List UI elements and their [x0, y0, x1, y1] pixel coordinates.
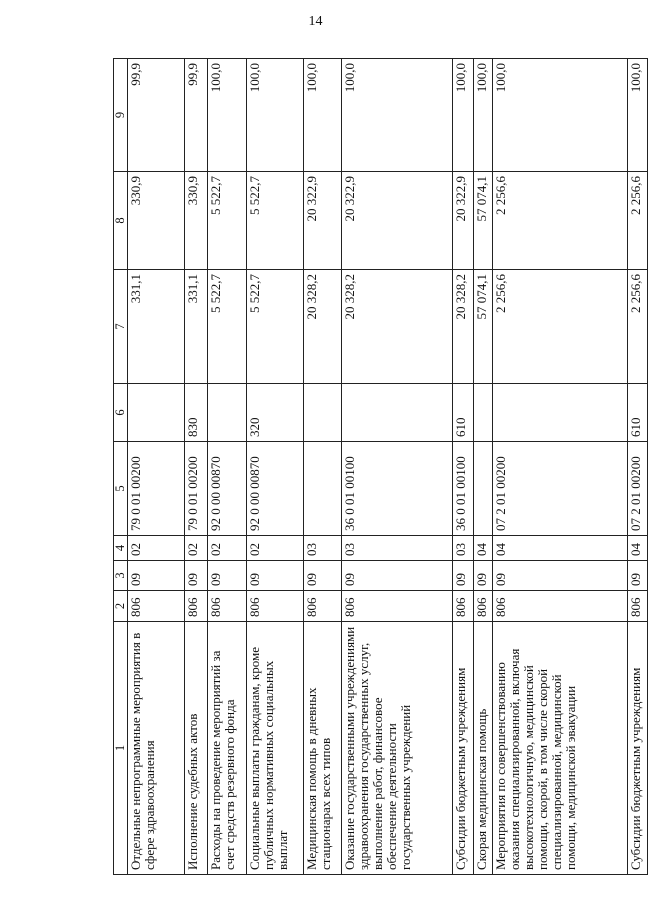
row-cell-c6 — [342, 384, 453, 442]
row-cell-c3: 09 — [342, 561, 453, 591]
row-name-cell: Социальные выплаты гражданам, кроме публичных нормативных социальных выплат — [247, 622, 304, 875]
row-cell-c9: 100,0 — [304, 59, 342, 172]
row-cell-c2: 806 — [628, 591, 648, 622]
row-cell-c8: 57 074,1 — [474, 172, 493, 270]
header-cell: 6 — [114, 384, 128, 442]
row-cell-c9: 100,0 — [628, 59, 648, 172]
header-cell: 7 — [114, 270, 128, 384]
row-cell-c2: 806 — [247, 591, 304, 622]
row-cell-c2: 806 — [493, 591, 628, 622]
row-cell-c3: 09 — [247, 561, 304, 591]
row-cell-c4: 03 — [304, 536, 342, 561]
header-cell: 5 — [114, 442, 128, 536]
row-name-cell: Расходы на проведение мероприятий за счет средств резервного фонда — [208, 622, 247, 875]
row-cell-c9: 100,0 — [453, 59, 474, 172]
row-cell-c8: 330,9 — [128, 172, 185, 270]
row-cell-c7: 331,1 — [185, 270, 208, 384]
row-cell-c7: 5 522,7 — [208, 270, 247, 384]
table-row — [342, 59, 453, 875]
row-cell-c5: 36 0 01 00100 — [342, 442, 453, 536]
row-cell-c8: 2 256,6 — [493, 172, 628, 270]
row-name-cell: Оказание государственными учреждениями здравоохранения государственных услуг, выполнение работ, финансовое обеспечение деятельности государственных учреждений — [342, 622, 453, 875]
row-cell-c3: 09 — [474, 561, 493, 591]
row-name-cell: Скорая медицинская помощь — [474, 622, 493, 875]
row-cell-c3: 09 — [128, 561, 185, 591]
header-cell: 8 — [114, 172, 128, 270]
row-cell-c5: 79 0 01 00200 — [128, 442, 185, 536]
row-cell-c5: 36 0 01 00100 — [453, 442, 474, 536]
row-name-cell: Исполнение судебных актов — [185, 622, 208, 875]
row-cell-c2: 806 — [342, 591, 453, 622]
row-cell-c6 — [128, 384, 185, 442]
row-cell-c9: 99,9 — [185, 59, 208, 172]
row-cell-c2: 806 — [185, 591, 208, 622]
row-cell-c5: 79 0 01 00200 — [185, 442, 208, 536]
row-cell-c9: 99,9 — [128, 59, 185, 172]
row-cell-c9: 100,0 — [474, 59, 493, 172]
table-row — [128, 59, 185, 875]
table-row — [474, 59, 493, 875]
row-name-cell: Субсидии бюджетным учреждениям — [628, 622, 648, 875]
row-cell-c4: 04 — [474, 536, 493, 561]
table-header-row — [114, 59, 128, 875]
row-cell-c6 — [493, 384, 628, 442]
table-row — [453, 59, 474, 875]
row-name-cell: Мероприятия по совершенствованию оказания специализированной, включая высокотехнологичную, медицинской помощи, скорой, в том числе скорой специализированной, медицинской помощи, медицинской эвакуации — [493, 622, 628, 875]
row-cell-c9: 100,0 — [247, 59, 304, 172]
row-cell-c8: 5 522,7 — [208, 172, 247, 270]
row-name-cell: Медицинская помощь в дневных стационарах всех типов — [304, 622, 342, 875]
row-cell-c2: 806 — [128, 591, 185, 622]
row-cell-c8: 330,9 — [185, 172, 208, 270]
row-cell-c6: 830 — [185, 384, 208, 442]
row-cell-c6 — [474, 384, 493, 442]
row-cell-c4: 03 — [453, 536, 474, 561]
row-cell-c5: 92 0 00 00870 — [208, 442, 247, 536]
row-cell-c4: 03 — [342, 536, 453, 561]
row-cell-c7: 5 522,7 — [247, 270, 304, 384]
header-cell: 4 — [114, 536, 128, 561]
row-cell-c8: 20 322,9 — [304, 172, 342, 270]
row-cell-c6: 610 — [628, 384, 648, 442]
row-cell-c3: 09 — [628, 561, 648, 591]
header-cell: 3 — [114, 561, 128, 591]
row-cell-c6: 320 — [247, 384, 304, 442]
header-cell: 1 — [114, 622, 128, 875]
row-cell-c6 — [208, 384, 247, 442]
row-cell-c7: 2 256,6 — [628, 270, 648, 384]
row-cell-c6: 610 — [453, 384, 474, 442]
row-name-cell: Субсидии бюджетным учреждениям — [453, 622, 474, 875]
row-cell-c4: 04 — [493, 536, 628, 561]
row-name-cell: Отдельные непрограммные мероприятия в сфере здравоохранения — [128, 622, 185, 875]
row-cell-c9: 100,0 — [493, 59, 628, 172]
page-number: 14 — [308, 14, 323, 29]
row-cell-c8: 20 322,9 — [453, 172, 474, 270]
row-cell-c7: 20 328,2 — [342, 270, 453, 384]
row-cell-c3: 09 — [453, 561, 474, 591]
row-cell-c2: 806 — [304, 591, 342, 622]
row-cell-c9: 100,0 — [208, 59, 247, 172]
row-cell-c4: 04 — [628, 536, 648, 561]
header-cell: 2 — [114, 591, 128, 622]
row-cell-c4: 02 — [208, 536, 247, 561]
row-cell-c8: 2 256,6 — [628, 172, 648, 270]
row-cell-c5: 92 0 00 00870 — [247, 442, 304, 536]
row-cell-c4: 02 — [247, 536, 304, 561]
table-row — [208, 59, 247, 875]
row-cell-c7: 2 256,6 — [493, 270, 628, 384]
row-cell-c7: 331,1 — [128, 270, 185, 384]
rotated-table-container — [113, 59, 643, 875]
budget-table — [113, 58, 648, 875]
row-cell-c3: 09 — [208, 561, 247, 591]
row-cell-c5: 07 2 01 00200 — [493, 442, 628, 536]
row-cell-c4: 02 — [128, 536, 185, 561]
row-cell-c7: 20 328,2 — [304, 270, 342, 384]
row-cell-c9: 100,0 — [342, 59, 453, 172]
row-cell-c4: 02 — [185, 536, 208, 561]
row-cell-c3: 09 — [304, 561, 342, 591]
row-cell-c5 — [304, 442, 342, 536]
row-cell-c2: 806 — [208, 591, 247, 622]
table-row — [185, 59, 208, 875]
row-cell-c2: 806 — [474, 591, 493, 622]
row-cell-c2: 806 — [453, 591, 474, 622]
row-cell-c7: 57 074,1 — [474, 270, 493, 384]
table-row — [247, 59, 304, 875]
row-cell-c5 — [474, 442, 493, 536]
table-row — [493, 59, 628, 875]
row-cell-c8: 5 522,7 — [247, 172, 304, 270]
header-cell: 9 — [114, 59, 128, 172]
row-cell-c6 — [304, 384, 342, 442]
table-row — [628, 59, 648, 875]
row-cell-c3: 09 — [185, 561, 208, 591]
table-row — [304, 59, 342, 875]
row-cell-c3: 09 — [493, 561, 628, 591]
row-cell-c8: 20 322,9 — [342, 172, 453, 270]
row-cell-c7: 20 328,2 — [453, 270, 474, 384]
row-cell-c5: 07 2 01 00200 — [628, 442, 648, 536]
